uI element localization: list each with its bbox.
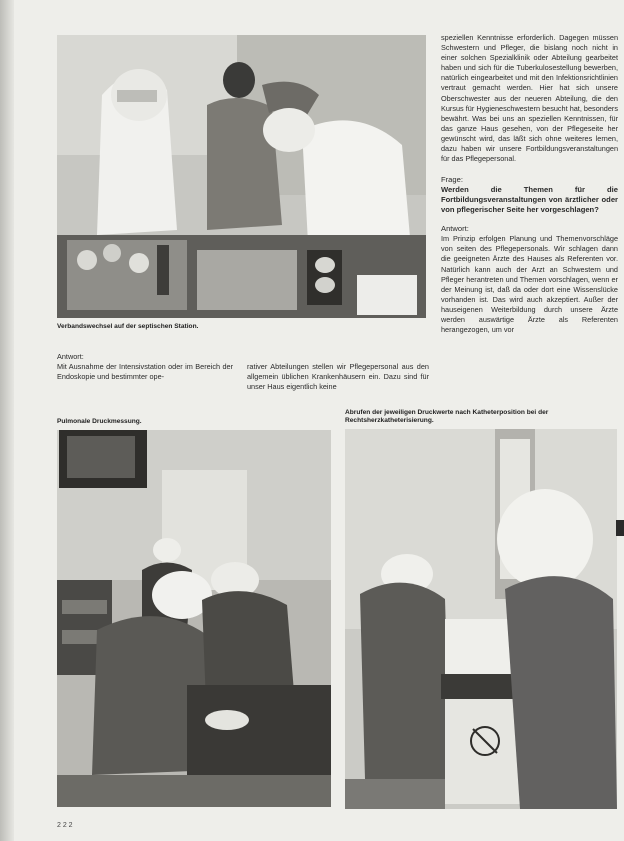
caption-bottom-right-photo: Abrufen der jeweiligen Druckwerte nach Katheterposition bei der Rechtsherzkatheterisierung. xyxy=(345,409,549,424)
right-intro-paragraph: speziellen Kenntnisse erforderlich. Dagegen müssen Schwestern und Pfleger, die bislang noch nicht in einer solchen Spezialklinik oder Abteilung gearbeitet haben und sich für die Tuberkulosestellung bewerben, natürlich eingearbeitet und mit den Infektionsrichtlinien vertraut gemacht werden. Hier hat sich unsere Oberschwester aus der neueren Abteilung, die den Kursus für Hygieneschwestern besucht hat, besonders bewährt. Was bei uns an speziellen Kenntnissen, für das ganze Haus gesehen, von der Pflegeseite her gewünscht wird, das läßt sich ohne weiteres lernen, dazu haben wir unsere Fortbildungsveranstaltungen für das Pflegepersonal. xyxy=(441,33,618,164)
question-label: Frage: xyxy=(441,175,463,185)
photo-pressure-readout xyxy=(345,429,617,809)
caption-bottom-left-photo: Pulmonale Druckmessung. xyxy=(57,418,142,425)
right-answer-paragraph: Im Prinzip erfolgen Planung und Themenvorschläge von seiten des Pflegepersonals. Wir schlagen dann die geeigneten Ärzte des Hauses als Referenten vor. Natürlich kann auch der Arzt an Schwestern und Pfleger herantreten und Themen vorschlagen, wenn er der Meinung ist, daß da oder dort eine Wissenslücke vorhanden ist. Das wird auch akzeptiert. Außer der hauseigenen Weiterbildung durch unsere Ärzte werden auswärtige Ärzte als Referenten herangezogen, um vor xyxy=(441,234,618,335)
caption-top-photo: Verbandswechsel auf der septischen Station. xyxy=(57,323,199,330)
right-answer-label: Antwort: xyxy=(441,224,469,234)
left-column-text xyxy=(57,352,233,382)
left-answer-paragraph: Mit Ausnahme der Intensivstation oder im Bereich der Endoskopie und bestimmter ope- xyxy=(57,362,233,382)
page-number: 2 2 2 xyxy=(57,822,73,829)
middle-paragraph: rativer Abteilungen stellen wir Pflegepersonal aus den allgemein üblichen Krankenhäusern ein. Dazu sind für unser Haus eigentlich keine xyxy=(247,362,429,392)
right-column-text xyxy=(441,33,618,335)
question-text: Werden die Themen für die Fortbildungsveranstaltungen von ärztlicher oder von pflegerischer Seite her vorgeschlagen? xyxy=(441,185,618,215)
page-tab-marker xyxy=(616,520,624,536)
middle-column-text xyxy=(247,362,429,392)
photo-dressing-change xyxy=(57,35,426,318)
page-edge-shadow xyxy=(0,0,14,841)
photo-pulmonary-pressure xyxy=(57,430,331,807)
left-answer-label: Antwort: xyxy=(57,352,84,361)
